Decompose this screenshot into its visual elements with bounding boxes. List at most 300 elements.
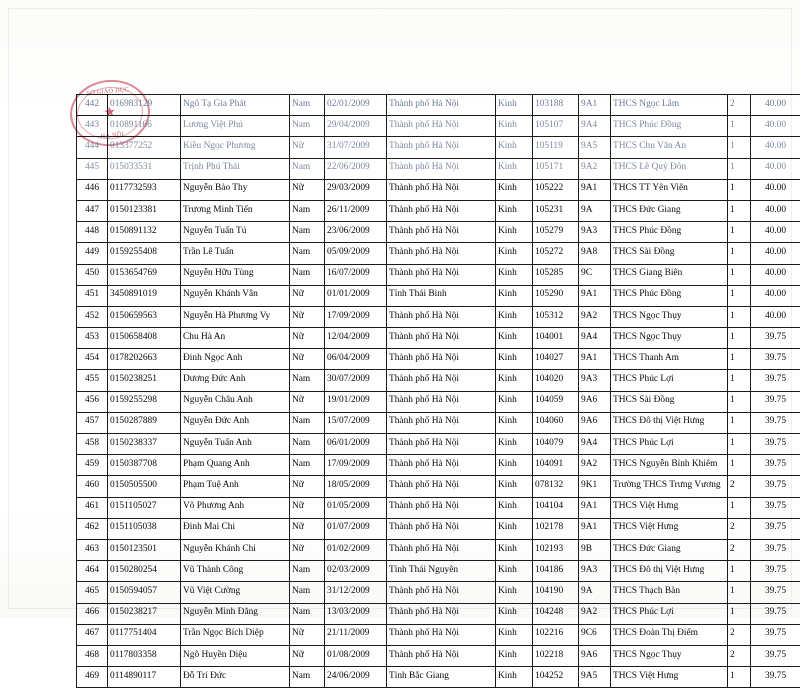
cell-dob: 01/01/2009 [325,285,387,306]
cell-sex: Nữ [290,328,325,349]
cell-score: 40.00 [751,137,800,158]
cell-name: Nguyễn Hà Phương Vy [181,306,290,327]
cell-code: 103188 [533,95,579,116]
cell-name: Đinh Ngọc Anh [181,349,290,370]
cell-score: 39.75 [751,328,800,349]
cell-stt: 469 [77,667,108,688]
cell-name: Nguyễn Tuấn Anh [181,434,290,455]
cell-stt: 468 [77,645,108,666]
cell-code: 104104 [533,497,579,518]
cell-sex: Nữ [290,539,325,560]
cell-sex: Nam [290,95,325,116]
cell-id: 3450891019 [108,285,181,306]
cell-school: THCS Thanh Am [611,349,728,370]
cell-place: Thành phố Hà Nội [387,582,496,603]
cell-nv: 2 [728,95,751,116]
cell-name: Nguyễn Tuấn Tú [181,222,290,243]
cell-class: 9A1 [579,285,611,306]
cell-place: Thành phố Hà Nội [387,370,496,391]
cell-score: 40.00 [751,200,800,221]
cell-id: 0150238217 [108,603,181,624]
table-row [77,306,800,327]
cell-ethnic: Kinh [496,200,533,221]
table-row [77,137,800,158]
cell-sex: Nữ [290,285,325,306]
cell-sex: Nam [290,200,325,221]
cell-class: 9A6 [579,391,611,412]
cell-ethnic: Kinh [496,539,533,560]
table-row [77,95,800,116]
cell-school: THCS Phúc Lợi [611,603,728,624]
cell-ethnic: Kinh [496,476,533,497]
cell-class: 9A4 [579,434,611,455]
cell-place: Thành phố Hà Nội [387,434,496,455]
cell-id: 0117803358 [108,645,181,666]
cell-stt: 467 [77,624,108,645]
cell-code: 104060 [533,412,579,433]
cell-stt: 452 [77,306,108,327]
cell-sex: Nữ [290,476,325,497]
cell-sex: Nam [290,158,325,179]
cell-place: Thành phố Hà Nội [387,95,496,116]
cell-sex: Nữ [290,624,325,645]
cell-stt: 446 [77,179,108,200]
cell-nv: 1 [728,306,751,327]
cell-place: Thành phố Hà Nội [387,137,496,158]
cell-name: Trịnh Phú Thái [181,158,290,179]
cell-class: 9A8 [579,243,611,264]
cell-stt: 466 [77,603,108,624]
cell-ethnic: Kinh [496,518,533,539]
cell-id: 0150123501 [108,539,181,560]
cell-place: Thành phố Hà Nội [387,455,496,476]
cell-code: 104027 [533,349,579,370]
cell-school: THCS Phúc Lợi [611,434,728,455]
cell-code: 105119 [533,137,579,158]
cell-code: 105290 [533,285,579,306]
cell-class: 9A1 [579,95,611,116]
cell-nv: 1 [728,328,751,349]
cell-stt: 459 [77,455,108,476]
cell-code: 104190 [533,582,579,603]
cell-school: THCS Ngọc Thụy [611,306,728,327]
cell-dob: 29/03/2009 [325,179,387,200]
table-row [77,667,800,688]
cell-nv: 1 [728,391,751,412]
cell-score: 40.00 [751,158,800,179]
cell-class: 9C [579,264,611,285]
cell-school: THCS Lê Quý Đôn [611,158,728,179]
cell-code: 105107 [533,116,579,137]
cell-code: 105312 [533,306,579,327]
cell-school: THCS Chu Văn An [611,137,728,158]
cell-nv: 1 [728,412,751,433]
cell-dob: 31/07/2009 [325,137,387,158]
cell-dob: 19/01/2009 [325,391,387,412]
cell-score: 40.00 [751,222,800,243]
cell-name: Lương Việt Phú [181,116,290,137]
cell-school: THCS Việt Hưng [611,667,728,688]
cell-dob: 06/04/2009 [325,349,387,370]
cell-name: Trần Ngọc Bích Diệp [181,624,290,645]
cell-score: 39.75 [751,561,800,582]
cell-code: 104001 [533,328,579,349]
cell-school: THCS Đức Giang [611,200,728,221]
cell-id: 0151105038 [108,518,181,539]
cell-ethnic: Kinh [496,179,533,200]
cell-dob: 01/05/2009 [325,497,387,518]
seal-top-text: SỞ GIÁO DỤC [70,84,146,99]
cell-ethnic: Kinh [496,582,533,603]
cell-stt: 442 [77,95,108,116]
cell-place: Thành phố Hà Nội [387,476,496,497]
cell-code: 102218 [533,645,579,666]
cell-code: 104248 [533,603,579,624]
cell-score: 39.75 [751,645,800,666]
cell-class: 9A2 [579,455,611,476]
cell-dob: 15/07/2009 [325,412,387,433]
cell-name: Ngô Huyền Diệu [181,645,290,666]
cell-ethnic: Kinh [496,497,533,518]
cell-class: 9A [579,582,611,603]
cell-sex: Nữ [290,645,325,666]
cell-dob: 17/09/2009 [325,455,387,476]
cell-school: THCS Việt Hưng [611,518,728,539]
cell-school: THCS Sài Đồng [611,243,728,264]
cell-score: 39.75 [751,582,800,603]
star-icon: ★ [103,104,118,122]
cell-code: 105222 [533,179,579,200]
cell-place: Thành phố Hà Nội [387,603,496,624]
cell-stt: 455 [77,370,108,391]
cell-stt: 450 [77,264,108,285]
cell-class: 9A2 [579,306,611,327]
cell-id: 010891166 [108,116,181,137]
table-row [77,200,800,221]
cell-stt: 443 [77,116,108,137]
cell-dob: 02/03/2009 [325,561,387,582]
cell-class: 9K1 [579,476,611,497]
cell-place: Tỉnh Bắc Giang [387,667,496,688]
cell-sex: Nữ [290,306,325,327]
cell-name: Trần Lê Tuấn [181,243,290,264]
cell-name: Đỗ Trí Đức [181,667,290,688]
cell-code: 104252 [533,667,579,688]
cell-nv: 1 [728,179,751,200]
cell-code: 102178 [533,518,579,539]
seal-bottom-text: HÀ NỘI [74,128,150,143]
cell-sex: Nữ [290,391,325,412]
cell-dob: 30/07/2009 [325,370,387,391]
student-list-table-wrapper [76,94,724,688]
cell-code: 104020 [533,370,579,391]
cell-class: 9A6 [579,645,611,666]
cell-name: Trương Minh Tiến [181,200,290,221]
cell-ethnic: Kinh [496,243,533,264]
table-row [77,370,800,391]
cell-ethnic: Kinh [496,222,533,243]
cell-dob: 01/02/2009 [325,539,387,560]
cell-id: 0150594057 [108,582,181,603]
cell-dob: 01/08/2009 [325,645,387,666]
cell-id: 0159255298 [108,391,181,412]
cell-place: Thành phố Hà Nội [387,116,496,137]
cell-school: Trường THCS Trưng Vương [611,476,728,497]
cell-class: 9A1 [579,497,611,518]
cell-sex: Nam [290,667,325,688]
cell-id: 0159255408 [108,243,181,264]
cell-id: 0150280254 [108,561,181,582]
cell-name: Vũ Thành Công [181,561,290,582]
cell-class: 9A5 [579,667,611,688]
table-row [77,116,800,137]
cell-ethnic: Kinh [496,603,533,624]
cell-nv: 2 [728,624,751,645]
cell-code: 078132 [533,476,579,497]
cell-score: 39.75 [751,603,800,624]
cell-class: 9C6 [579,624,611,645]
cell-sex: Nam [290,412,325,433]
cell-score: 39.75 [751,391,800,412]
cell-code: 105279 [533,222,579,243]
cell-place: Thành phố Hà Nội [387,158,496,179]
table-row [77,243,800,264]
cell-id: 0153654769 [108,264,181,285]
cell-id: 0117732593 [108,179,181,200]
cell-code: 104059 [533,391,579,412]
cell-name: Đinh Mai Chi [181,518,290,539]
cell-dob: 06/01/2009 [325,434,387,455]
cell-id: 013377252 [108,137,181,158]
cell-sex: Nữ [290,497,325,518]
cell-dob: 02/01/2009 [325,95,387,116]
cell-stt: 458 [77,434,108,455]
cell-ethnic: Kinh [496,561,533,582]
cell-nv: 1 [728,137,751,158]
cell-code: 105285 [533,264,579,285]
cell-nv: 1 [728,603,751,624]
cell-id: 0150659563 [108,306,181,327]
cell-stt: 447 [77,200,108,221]
cell-place: Thành phố Hà Nội [387,243,496,264]
cell-nv: 1 [728,264,751,285]
cell-score: 39.75 [751,518,800,539]
cell-sex: Nam [290,603,325,624]
cell-sex: Nữ [290,137,325,158]
table-row [77,645,800,666]
table-row [77,285,800,306]
cell-name: Nguyễn Minh Đăng [181,603,290,624]
cell-stt: 449 [77,243,108,264]
cell-code: 105171 [533,158,579,179]
cell-stt: 444 [77,137,108,158]
cell-id: 015033531 [108,158,181,179]
table-row [77,455,800,476]
cell-name: Nguyễn Châu Anh [181,391,290,412]
cell-nv: 1 [728,582,751,603]
cell-stt: 463 [77,539,108,560]
cell-school: THCS Phúc Lợi [611,370,728,391]
cell-name: Ngô Tạ Gia Phát [181,95,290,116]
cell-place: Tỉnh Thái Nguyên [387,561,496,582]
cell-place: Thành phố Hà Nội [387,645,496,666]
cell-name: Phạm Tuệ Anh [181,476,290,497]
cell-class: 9A2 [579,603,611,624]
cell-score: 39.75 [751,349,800,370]
cell-dob: 05/09/2009 [325,243,387,264]
cell-dob: 13/03/2009 [325,603,387,624]
cell-ethnic: Kinh [496,667,533,688]
cell-sex: Nam [290,370,325,391]
cell-class: 9A1 [579,179,611,200]
cell-school: THCS TT Yên Viên [611,179,728,200]
cell-ethnic: Kinh [496,624,533,645]
cell-stt: 461 [77,497,108,518]
cell-id: 0150891132 [108,222,181,243]
cell-place: Thành phố Hà Nội [387,412,496,433]
cell-nv: 1 [728,455,751,476]
cell-school: THCS Ngọc Lâm [611,95,728,116]
cell-sex: Nam [290,222,325,243]
cell-class: 9A6 [579,412,611,433]
table-row [77,603,800,624]
cell-sex: Nam [290,582,325,603]
cell-nv: 1 [728,434,751,455]
cell-nv: 1 [728,222,751,243]
cell-place: Thành phố Hà Nội [387,539,496,560]
cell-name: Phạm Quang Anh [181,455,290,476]
cell-id: 0150287889 [108,412,181,433]
cell-score: 39.75 [751,476,800,497]
cell-stt: 445 [77,158,108,179]
table-row [77,412,800,433]
cell-class: 9A1 [579,349,611,370]
cell-nv: 1 [728,561,751,582]
cell-stt: 451 [77,285,108,306]
cell-name: Kiều Ngọc Phương [181,137,290,158]
cell-stt: 460 [77,476,108,497]
cell-id: 0150505500 [108,476,181,497]
cell-school: THCS Sài Đồng [611,391,728,412]
cell-score: 40.00 [751,306,800,327]
cell-id: 0150123381 [108,200,181,221]
cell-dob: 21/11/2009 [325,624,387,645]
cell-name: Dương Đức Anh [181,370,290,391]
cell-dob: 31/12/2009 [325,582,387,603]
cell-id: 0178202663 [108,349,181,370]
cell-nv: 1 [728,116,751,137]
table-row [77,264,800,285]
cell-id: 0150658408 [108,328,181,349]
cell-dob: 17/09/2009 [325,306,387,327]
cell-ethnic: Kinh [496,158,533,179]
cell-id: 0150238251 [108,370,181,391]
cell-ethnic: Kinh [496,306,533,327]
cell-ethnic: Kinh [496,264,533,285]
cell-id: 0117751404 [108,624,181,645]
cell-class: 9A4 [579,328,611,349]
table-row [77,349,800,370]
cell-stt: 453 [77,328,108,349]
cell-name: Võ Phương Anh [181,497,290,518]
cell-nv: 1 [728,349,751,370]
cell-sex: Nam [290,455,325,476]
cell-class: 9A2 [579,158,611,179]
cell-school: THCS Đô thị Việt Hưng [611,561,728,582]
cell-ethnic: Kinh [496,645,533,666]
cell-school: THCS Phúc Đồng [611,222,728,243]
table-row [77,158,800,179]
cell-id: 0114890117 [108,667,181,688]
cell-stt: 454 [77,349,108,370]
cell-ethnic: Kinh [496,116,533,137]
cell-id: 0150238337 [108,434,181,455]
cell-place: Tỉnh Thái Bình [387,285,496,306]
cell-place: Thành phố Hà Nội [387,179,496,200]
table-row [77,222,800,243]
cell-school: THCS Giang Biên [611,264,728,285]
cell-nv: 1 [728,667,751,688]
cell-class: 9A4 [579,116,611,137]
cell-ethnic: Kinh [496,370,533,391]
student-list-table [76,94,800,688]
cell-code: 105272 [533,243,579,264]
cell-sex: Nam [290,243,325,264]
cell-name: Chu Hà An [181,328,290,349]
cell-class: 9A [579,200,611,221]
cell-place: Thành phố Hà Nội [387,391,496,412]
cell-name: Nguyễn Khánh Vân [181,285,290,306]
cell-place: Thành phố Hà Nội [387,624,496,645]
cell-nv: 2 [728,539,751,560]
table-row [77,476,800,497]
cell-class: 9A3 [579,561,611,582]
cell-nv: 2 [728,518,751,539]
cell-nv: 2 [728,476,751,497]
cell-dob: 26/11/2009 [325,200,387,221]
cell-stt: 465 [77,582,108,603]
cell-ethnic: Kinh [496,285,533,306]
cell-sex: Nữ [290,518,325,539]
cell-stt: 464 [77,561,108,582]
cell-place: Thành phố Hà Nội [387,264,496,285]
cell-class: 9A1 [579,518,611,539]
table-row [77,539,800,560]
cell-class: 9B [579,539,611,560]
cell-dob: 23/06/2009 [325,222,387,243]
cell-score: 39.75 [751,624,800,645]
cell-nv: 2 [728,645,751,666]
cell-place: Thành phố Hà Nội [387,328,496,349]
cell-ethnic: Kinh [496,137,533,158]
cell-ethnic: Kinh [496,328,533,349]
cell-nv: 1 [728,158,751,179]
cell-sex: Nam [290,434,325,455]
cell-score: 40.00 [751,285,800,306]
cell-stt: 462 [77,518,108,539]
table-row [77,561,800,582]
table-row [77,179,800,200]
cell-name: Vũ Việt Cường [181,582,290,603]
cell-score: 40.00 [751,95,800,116]
cell-code: 105231 [533,200,579,221]
cell-ethnic: Kinh [496,349,533,370]
cell-score: 40.00 [751,243,800,264]
cell-name: Nguyễn Đức Anh [181,412,290,433]
cell-score: 39.75 [751,497,800,518]
cell-place: Thành phố Hà Nội [387,222,496,243]
table-row [77,518,800,539]
